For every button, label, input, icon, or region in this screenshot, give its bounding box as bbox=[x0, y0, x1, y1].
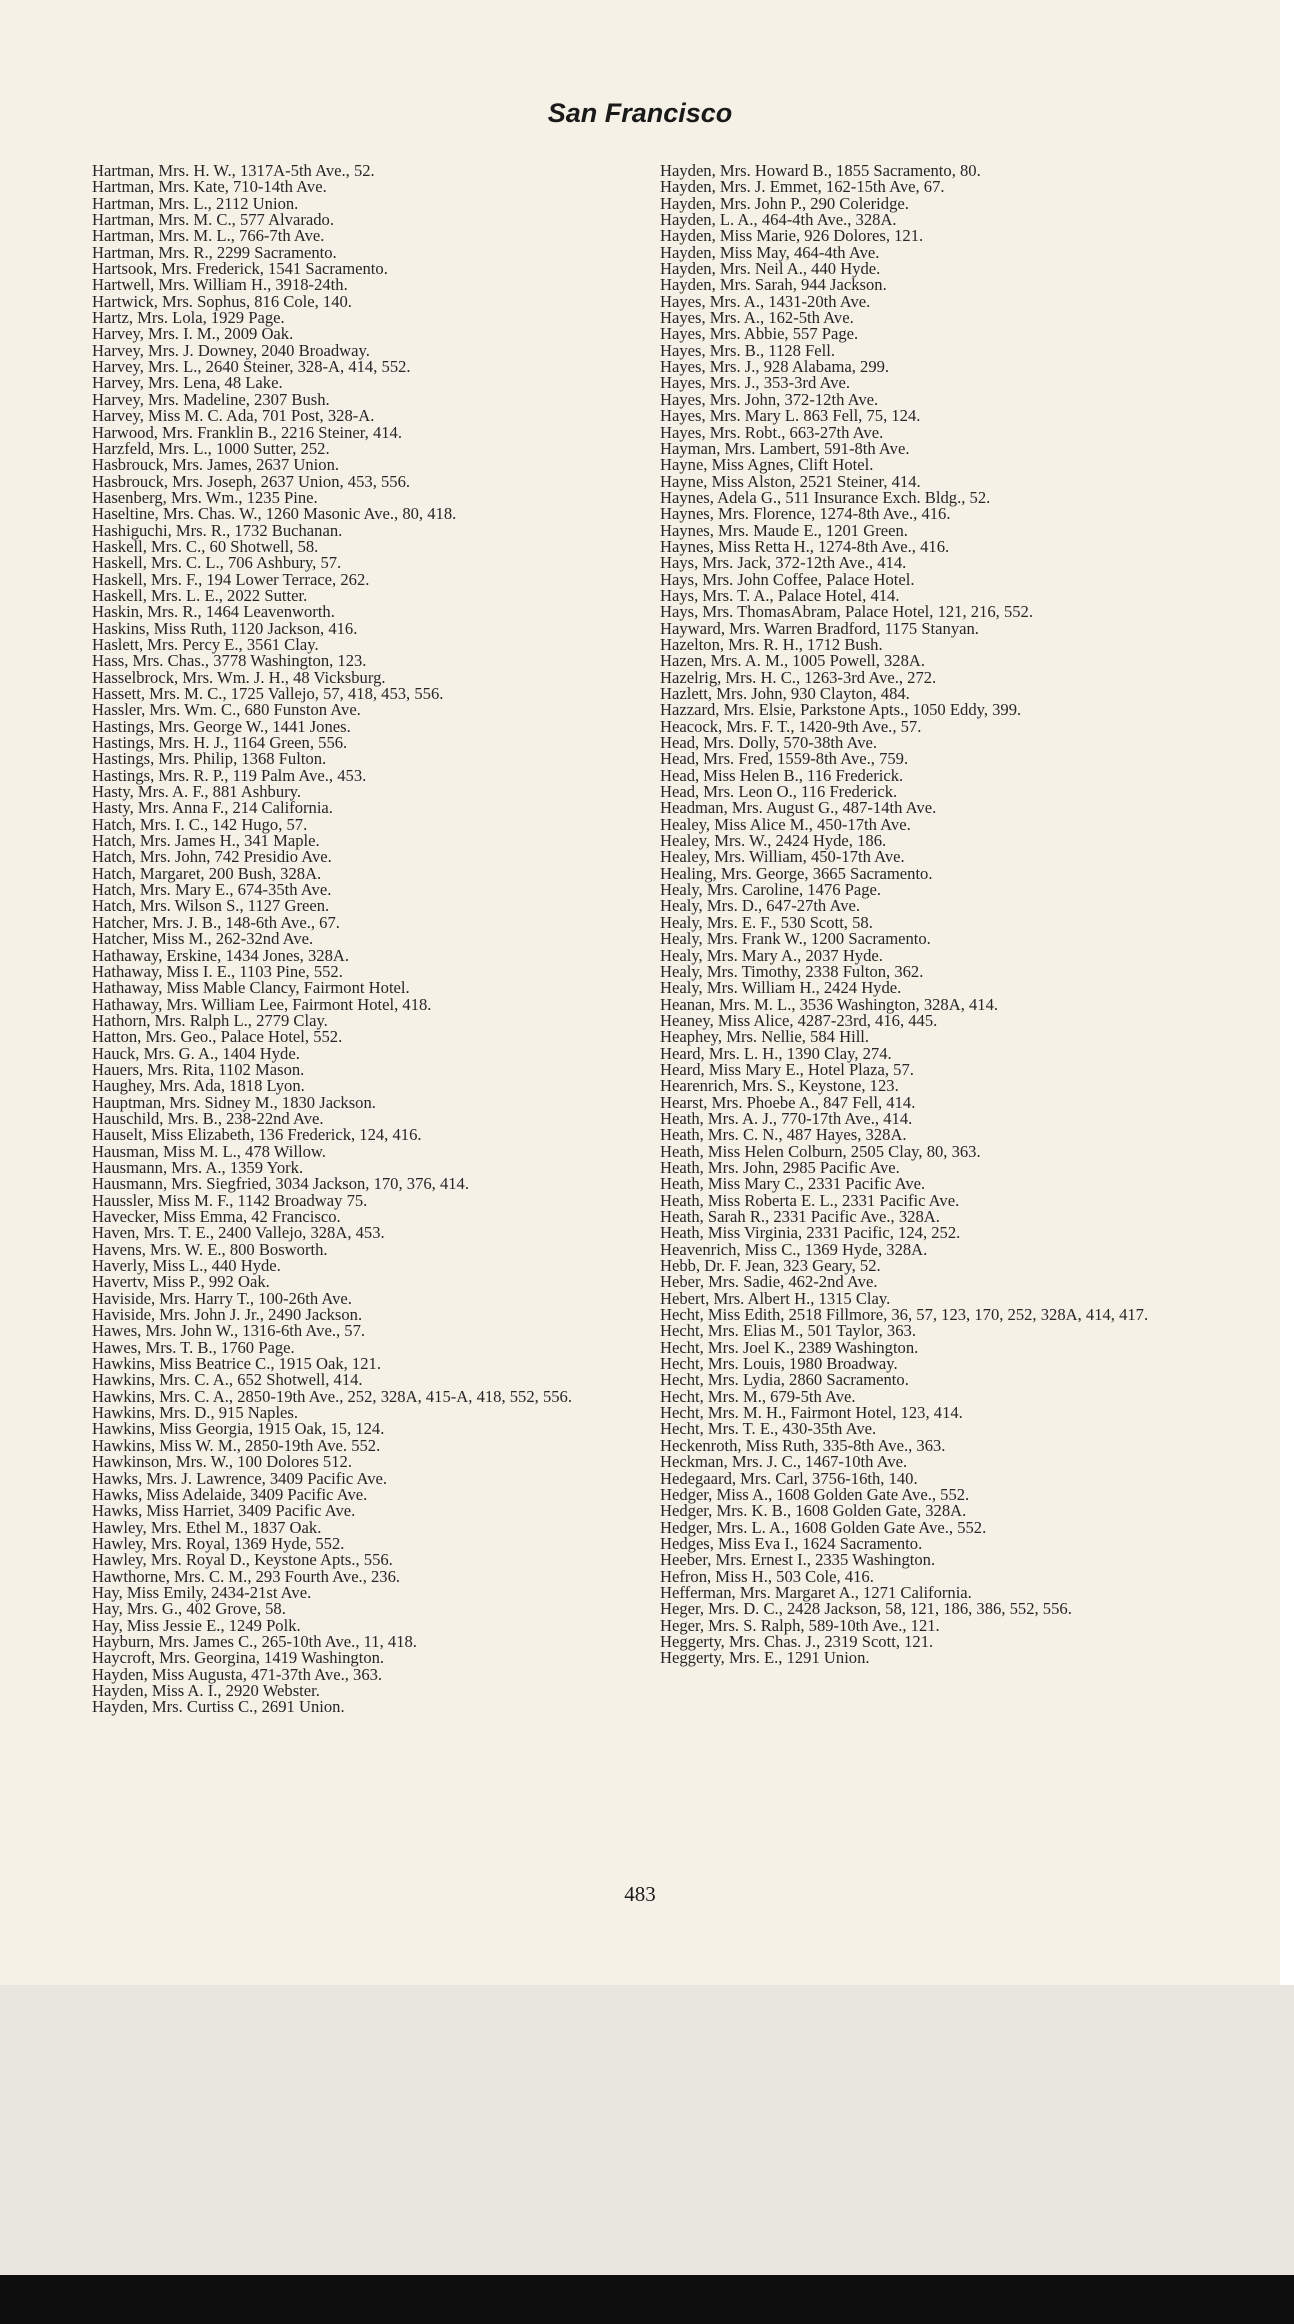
directory-entry: Haynes, Mrs. Florence, 1274-8th Ave., 416. bbox=[660, 504, 951, 524]
directory-entry: Heath, Mrs. A. J., 770-17th Ave., 414. bbox=[660, 1108, 913, 1128]
directory-entry: Healy, Mrs. Mary A., 2037 Hyde. bbox=[660, 945, 883, 965]
directory-entry: Harvey, Miss M. C. Ada, 701 Post, 328-A. bbox=[92, 406, 375, 426]
directory-entry: Hatcher, Mrs. J. B., 148-6th Ave., 67. bbox=[92, 912, 340, 932]
directory-entry: Hecht, Mrs. M., 679-5th Ave. bbox=[660, 1386, 856, 1406]
directory-entry: Hastings, Mrs. George W., 1441 Jones. bbox=[92, 716, 351, 736]
directory-entry: Hatch, Mrs. James H., 341 Maple. bbox=[92, 831, 320, 851]
directory-entry: Healey, Mrs. W., 2424 Hyde, 186. bbox=[660, 831, 887, 851]
directory-entry: Hays, Mrs. Jack, 372-12th Ave., 414. bbox=[660, 553, 907, 573]
directory-entry: Hawks, Mrs. J. Lawrence, 3409 Pacific Ave. bbox=[92, 1468, 388, 1488]
directory-entry: Healey, Miss Alice M., 450-17th Ave. bbox=[660, 814, 911, 834]
directory-entry: Heath, Miss Virginia, 2331 Pacific, 124, 252. bbox=[660, 1223, 961, 1243]
directory-entry: Heaney, Miss Alice, 4287-23rd, 416, 445. bbox=[660, 1010, 938, 1030]
directory-entry: Heard, Miss Mary E., Hotel Plaza, 57. bbox=[660, 1059, 914, 1079]
directory-entry: Hatch, Mrs. John, 742 Presidio Ave. bbox=[92, 847, 332, 867]
directory-entry: Haycroft, Mrs. Georgina, 1419 Washington. bbox=[92, 1648, 385, 1668]
directory-entry: Hayden, Mrs. Curtiss C., 2691 Union. bbox=[92, 1697, 345, 1717]
directory-entry: Hartwell, Mrs. William H., 3918-24th. bbox=[92, 275, 348, 295]
scan-edge bbox=[0, 2275, 1294, 2324]
directory-entry: Hayes, Mrs. John, 372-12th Ave. bbox=[660, 389, 879, 409]
right-column bbox=[660, 163, 1200, 1667]
directory-entry: Hedger, Mrs. L. A., 1608 Golden Gate Ave., 552. bbox=[660, 1517, 987, 1537]
directory-entry: Hazlett, Mrs. John, 930 Clayton, 484. bbox=[660, 684, 910, 703]
directory-entry: Hasbrouck, Mrs. Joseph, 2637 Union, 453, 556. bbox=[92, 471, 411, 491]
directory-entry: Hartman, Mrs. R., 2299 Sacramento. bbox=[92, 242, 337, 262]
directory-entry: Hauselt, Miss Elizabeth, 136 Frederick, 124, 416. bbox=[92, 1125, 422, 1145]
directory-entry: Harwood, Mrs. Franklin B., 2216 Steiner, 414. bbox=[92, 422, 402, 442]
directory-entry: Heanan, Mrs. M. L., 3536 Washington, 328A, 414. bbox=[660, 994, 999, 1014]
directory-entry: Healy, Mrs. D., 647-27th Ave. bbox=[660, 896, 861, 916]
directory-entry: Heger, Mrs. S. Ralph, 589-10th Ave., 121. bbox=[660, 1615, 940, 1635]
directory-entry: Heavenrich, Miss C., 1369 Hyde, 328A. bbox=[660, 1239, 928, 1259]
directory-entry: Heath, Mrs. C. N., 487 Hayes, 328A. bbox=[660, 1125, 907, 1145]
directory-entry: Hathaway, Miss Mable Clancy, Fairmont Hotel. bbox=[92, 978, 410, 998]
directory-entry: Hecht, Mrs. Elias M., 501 Taylor, 363. bbox=[660, 1321, 916, 1341]
directory-entry: Hazen, Mrs. A. M., 1005 Powell, 328A. bbox=[660, 651, 926, 671]
directory-entry: Hawkins, Miss Beatrice C., 1915 Oak, 121. bbox=[92, 1354, 381, 1374]
directory-entry: Hashiguchi, Mrs. R., 1732 Buchanan. bbox=[92, 520, 343, 540]
directory-entry: Hay, Miss Emily, 2434-21st Ave. bbox=[92, 1582, 312, 1602]
directory-entry: Hawkins, Mrs. C. A., 2850-19th Ave., 252, 328A, 415-A, 418, 552, 556. bbox=[92, 1386, 572, 1406]
directory-entry: Harvey, Mrs. L., 2640 Steiner, 328-A, 414, 552. bbox=[92, 357, 411, 377]
directory-entry: Hayes, Mrs. J., 928 Alabama, 299. bbox=[660, 357, 890, 377]
directory-entry: Heath, Mrs. John, 2985 Pacific Ave. bbox=[660, 1157, 900, 1177]
directory-entry: Haseltine, Mrs. Chas. W., 1260 Masonic Ave., 80, 418. bbox=[92, 504, 457, 524]
directory-entry: Heaphey, Mrs. Nellie, 584 Hill. bbox=[660, 1027, 870, 1047]
directory-entry: Hayne, Miss Agnes, Clift Hotel. bbox=[660, 455, 874, 475]
directory-entry: Hayes, Mrs. A., 1431-20th Ave. bbox=[660, 291, 871, 311]
directory-entry: Hedegaard, Mrs. Carl, 3756-16th, 140. bbox=[660, 1468, 918, 1488]
directory-entry: Hathaway, Miss I. E., 1103 Pine, 552. bbox=[92, 961, 343, 981]
directory-entry: Heggerty, Mrs. E., 1291 Union. bbox=[660, 1648, 870, 1668]
directory-entry: Haskell, Mrs. L. E., 2022 Sutter. bbox=[92, 585, 308, 605]
directory-entry: Haughey, Mrs. Ada, 1818 Lyon. bbox=[92, 1076, 305, 1096]
directory-entry: Hasselbrock, Mrs. Wm. J. H., 48 Vicksburg. bbox=[92, 667, 386, 687]
directory-entry: Hatcher, Miss M., 262-32nd Ave. bbox=[92, 929, 314, 949]
directory-entry: Harvey, Mrs. Madeline, 2307 Bush. bbox=[92, 389, 330, 409]
directory-entry: Hecht, Mrs. T. E., 430-35th Ave. bbox=[660, 1419, 877, 1439]
directory-entry: Hayden, Miss Augusta, 471-37th Ave., 363. bbox=[92, 1664, 383, 1684]
directory-entry: Heard, Mrs. L. H., 1390 Clay, 274. bbox=[660, 1043, 892, 1063]
directory-entry: Hawthorne, Mrs. C. M., 293 Fourth Ave., 236. bbox=[92, 1566, 401, 1586]
directory-entry: Haskins, Miss Ruth, 1120 Jackson, 416. bbox=[92, 618, 358, 638]
directory-entry: Haskell, Mrs. C., 60 Shotwell, 58. bbox=[92, 536, 319, 556]
directory-entry: Haskell, Mrs. F., 194 Lower Terrace, 262. bbox=[92, 569, 370, 589]
page-number: 483 bbox=[624, 1882, 656, 1906]
directory-entry: Hawkins, Miss W. M., 2850-19th Ave. 552. bbox=[92, 1435, 381, 1455]
directory-entry: Hartz, Mrs. Lola, 1929 Page. bbox=[92, 308, 285, 328]
directory-entry: Hecht, Mrs. Lydia, 2860 Sacramento. bbox=[660, 1370, 909, 1390]
directory-entry: Havens, Mrs. W. E., 800 Bosworth. bbox=[92, 1239, 328, 1259]
directory-entry: Hayden, Miss Marie, 926 Dolores, 121. bbox=[660, 226, 924, 246]
directory-entry: Haviside, Mrs. John J. Jr., 2490 Jackson. bbox=[92, 1305, 363, 1325]
directory-entry: Hatch, Mrs. Mary E., 674-35th Ave. bbox=[92, 880, 332, 900]
directory-entry: Hartman, Mrs. L., 2112 Union. bbox=[92, 193, 299, 213]
directory-entry: Hastings, Mrs. R. P., 119 Palm Ave., 453. bbox=[92, 765, 367, 785]
scan-margin bbox=[0, 1985, 1294, 2324]
directory-entry: Hays, Mrs. John Coffee, Palace Hotel. bbox=[660, 569, 915, 589]
directory-entry: Hay, Mrs. G., 402 Grove, 58. bbox=[92, 1599, 286, 1619]
directory-entry: Hawley, Mrs. Ethel M., 1837 Oak. bbox=[92, 1517, 322, 1537]
directory-entry: Healy, Mrs. William H., 2424 Hyde. bbox=[660, 978, 902, 998]
directory-entry: Hayward, Mrs. Warren Bradford, 1175 Stanyan. bbox=[660, 618, 979, 638]
directory-entry: Hasty, Mrs. A. F., 881 Ashbury. bbox=[92, 782, 302, 802]
directory-entry: Healy, Mrs. Frank W., 1200 Sacramento. bbox=[660, 929, 931, 949]
directory-entry: Head, Mrs. Leon O., 116 Frederick. bbox=[660, 782, 898, 802]
directory-entry: Hausman, Miss M. L., 478 Willow. bbox=[92, 1141, 326, 1161]
directory-entry: Hedges, Miss Eva I., 1624 Sacramento. bbox=[660, 1533, 923, 1553]
directory-entry: Heggerty, Mrs. Chas. J., 2319 Scott, 121. bbox=[660, 1631, 934, 1651]
directory-entry: Heber, Mrs. Sadie, 462-2nd Ave. bbox=[660, 1272, 878, 1292]
directory-entry: Hebb, Dr. F. Jean, 323 Geary, 52. bbox=[660, 1256, 881, 1276]
directory-entry: Hedger, Miss A., 1608 Golden Gate Ave., 552. bbox=[660, 1484, 970, 1504]
directory-entry: Hass, Mrs. Chas., 3778 Washington, 123. bbox=[92, 651, 367, 671]
directory-entry: Haslett, Mrs. Percy E., 3561 Clay. bbox=[92, 634, 319, 654]
directory-entry: Haynes, Adela G., 511 Insurance Exch. Bldg., 52. bbox=[660, 487, 991, 507]
directory-entry: Hauptman, Mrs. Sidney M., 1830 Jackson. bbox=[92, 1092, 376, 1112]
directory-entry: Healing, Mrs. George, 3665 Sacramento. bbox=[660, 863, 933, 883]
directory-entry: Hays, Mrs. ThomasAbram, Palace Hotel, 121, 216, 552. bbox=[660, 602, 1033, 622]
directory-entry: Haverly, Miss L., 440 Hyde. bbox=[92, 1256, 281, 1276]
directory-entry: Hathaway, Erskine, 1434 Jones, 328A. bbox=[92, 945, 350, 965]
directory-entry: Haven, Mrs. T. E., 2400 Vallejo, 328A, 453. bbox=[92, 1223, 385, 1243]
directory-entry: Haviside, Mrs. Harry T., 100-26th Ave. bbox=[92, 1288, 352, 1308]
directory-entry: Hawes, Mrs. T. B., 1760 Page. bbox=[92, 1337, 295, 1357]
directory-entry: Hawkins, Mrs. D., 915 Naples. bbox=[92, 1403, 299, 1423]
directory-entry: Healy, Mrs. E. F., 530 Scott, 58. bbox=[660, 912, 873, 932]
directory-entry: Hawks, Miss Harriet, 3409 Pacific Ave. bbox=[92, 1501, 356, 1521]
directory-entry: Hayne, Miss Alston, 2521 Steiner, 414. bbox=[660, 471, 921, 491]
directory-entry: Hatch, Mrs. Wilson S., 1127 Green. bbox=[92, 896, 330, 916]
directory-entry: Hecht, Mrs. Joel K., 2389 Washington. bbox=[660, 1337, 919, 1357]
directory-entry: Harvey, Mrs. I. M., 2009 Oak. bbox=[92, 324, 294, 344]
directory-entry: Hawkinson, Mrs. W., 100 Dolores 512. bbox=[92, 1452, 352, 1472]
directory-entry: Head, Mrs. Dolly, 570-38th Ave. bbox=[660, 733, 878, 753]
directory-entry: Hecht, Mrs. Louis, 1980 Broadway. bbox=[660, 1354, 898, 1374]
directory-entry: Hartman, Mrs. M. L., 766-7th Ave. bbox=[92, 226, 325, 246]
directory-entry: Harzfeld, Mrs. L., 1000 Sutter, 252. bbox=[92, 438, 330, 458]
directory-entry: Havecker, Miss Emma, 42 Francisco. bbox=[92, 1207, 341, 1226]
directory-entry: Healy, Mrs. Caroline, 1476 Page. bbox=[660, 880, 882, 900]
directory-entry: Hayburn, Mrs. James C., 265-10th Ave., 11, 418. bbox=[92, 1631, 417, 1651]
directory-entry: Hayes, Mrs. B., 1128 Fell. bbox=[660, 340, 835, 360]
directory-entry: Heger, Mrs. D. C., 2428 Jackson, 58, 121, 186, 386, 552, 556. bbox=[660, 1599, 1072, 1619]
directory-entry: Hayman, Mrs. Lambert, 591-8th Ave. bbox=[660, 438, 910, 458]
directory-entry: Heckman, Mrs. J. C., 1467-10th Ave. bbox=[660, 1452, 908, 1472]
directory-entry: Hawkins, Mrs. C. A., 652 Shotwell, 414. bbox=[92, 1370, 363, 1390]
directory-entry: Hayden, Mrs. John P., 290 Coleridge. bbox=[660, 193, 909, 213]
directory-entry: Hasty, Mrs. Anna F., 214 California. bbox=[92, 798, 333, 818]
directory-entry: Hayden, Miss May, 464-4th Ave. bbox=[660, 242, 880, 262]
directory-entry: Hathorn, Mrs. Ralph L., 2779 Clay. bbox=[92, 1010, 328, 1030]
directory-entry: Hauck, Mrs. G. A., 1404 Hyde. bbox=[92, 1043, 300, 1063]
directory-entry: Hassett, Mrs. M. C., 1725 Vallejo, 57, 418, 453, 556. bbox=[92, 684, 444, 703]
directory-entry: Hassler, Mrs. Wm. C., 680 Funston Ave. bbox=[92, 700, 361, 720]
directory-entry: Hecht, Mrs. M. H., Fairmont Hotel, 123, 414. bbox=[660, 1403, 963, 1423]
directory-entry: Heeber, Mrs. Ernest I., 2335 Washington. bbox=[660, 1550, 936, 1570]
directory-entry: Hayes, Mrs. Robt., 663-27th Ave. bbox=[660, 422, 884, 442]
directory-entry: Hawks, Miss Adelaide, 3409 Pacific Ave. bbox=[92, 1484, 368, 1504]
directory-entry: Hauers, Mrs. Rita, 1102 Mason. bbox=[92, 1059, 305, 1079]
directory-entry: Hazelrig, Mrs. H. C., 1263-3rd Ave., 272. bbox=[660, 667, 937, 687]
directory-entry: Hawley, Mrs. Royal, 1369 Hyde, 552. bbox=[92, 1533, 345, 1553]
directory-entry: Heath, Miss Helen Colburn, 2505 Clay, 80, 363. bbox=[660, 1141, 981, 1161]
directory-entry: Haskin, Mrs. R., 1464 Leavenworth. bbox=[92, 602, 335, 622]
directory-entry: Hayden, Miss A. I., 2920 Webster. bbox=[92, 1680, 320, 1700]
directory-entry: Harvey, Mrs. Lena, 48 Lake. bbox=[92, 373, 283, 393]
directory-entry: Hays, Mrs. T. A., Palace Hotel, 414. bbox=[660, 585, 900, 605]
directory-entry: Healy, Mrs. Timothy, 2338 Fulton, 362. bbox=[660, 961, 924, 981]
directory-entry: Heath, Miss Mary C., 2331 Pacific Ave. bbox=[660, 1174, 926, 1194]
directory-entry: Hawley, Mrs. Royal D., Keystone Apts., 556. bbox=[92, 1550, 393, 1570]
directory-entry: Hayden, L. A., 464-4th Ave., 328A. bbox=[660, 210, 897, 230]
page-heading: San Francisco bbox=[547, 98, 733, 128]
directory-entry: Hathaway, Mrs. William Lee, Fairmont Hotel, 418. bbox=[92, 994, 432, 1014]
directory-entry: Hay, Miss Jessie E., 1249 Polk. bbox=[92, 1615, 301, 1635]
directory-entry: Hartwick, Mrs. Sophus, 816 Cole, 140. bbox=[92, 291, 352, 311]
directory-entry: Hausmann, Mrs. A., 1359 York. bbox=[92, 1157, 304, 1177]
directory-entry: Headman, Mrs. August G., 487-14th Ave. bbox=[660, 798, 937, 818]
directory-entry: Hauschild, Mrs. B., 238-22nd Ave. bbox=[92, 1108, 324, 1128]
directory-entry: Heath, Sarah R., 2331 Pacific Ave., 328A. bbox=[660, 1207, 940, 1226]
directory-entry: Hastings, Mrs. H. J., 1164 Green, 556. bbox=[92, 733, 348, 753]
directory-entry: Hatch, Mrs. I. C., 142 Hugo, 57. bbox=[92, 814, 308, 834]
directory-entry: Hawes, Mrs. John W., 1316-6th Ave., 57. bbox=[92, 1321, 366, 1341]
directory-entry: Heath, Miss Roberta E. L., 2331 Pacific Ave. bbox=[660, 1190, 960, 1210]
directory-entry: Hartsook, Mrs. Frederick, 1541 Sacramento. bbox=[92, 259, 388, 279]
directory-entry: Hearst, Mrs. Phoebe A., 847 Fell, 414. bbox=[660, 1092, 916, 1112]
directory-entry: Hawkins, Miss Georgia, 1915 Oak, 15, 124. bbox=[92, 1419, 385, 1439]
directory-entry: Hefron, Miss H., 503 Cole, 416. bbox=[660, 1566, 874, 1586]
directory-entry: Hayes, Mrs. A., 162-5th Ave. bbox=[660, 308, 854, 328]
directory-entry: Havertv, Miss P., 992 Oak. bbox=[92, 1272, 270, 1292]
left-column bbox=[92, 163, 612, 1716]
directory-entry: Hastings, Mrs. Philip, 1368 Fulton. bbox=[92, 749, 327, 769]
directory-entry: Hearenrich, Mrs. S., Keystone, 123. bbox=[660, 1076, 899, 1096]
directory-entry: Harvey, Mrs. J. Downey, 2040 Broadway. bbox=[92, 340, 370, 360]
directory-entry: Hatch, Margaret, 200 Bush, 328A. bbox=[92, 863, 322, 883]
directory-entry: Hayden, Mrs. Howard B., 1855 Sacramento, 80. bbox=[660, 161, 981, 180]
directory-entry: Hebert, Mrs. Albert H., 1315 Clay. bbox=[660, 1288, 891, 1308]
directory-entry: Hausmann, Mrs. Siegfried, 3034 Jackson, 170, 376, 414. bbox=[92, 1174, 470, 1194]
directory-entry: Head, Miss Helen B., 116 Frederick. bbox=[660, 765, 904, 785]
directory-entry: Hartman, Mrs. M. C., 577 Alvarado. bbox=[92, 210, 334, 230]
directory-entry: Haskell, Mrs. C. L., 706 Ashbury, 57. bbox=[92, 553, 342, 573]
directory-entry: Haussler, Miss M. F., 1142 Broadway 75. bbox=[92, 1190, 368, 1210]
directory-entry: Hayes, Mrs. Mary L. 863 Fell, 75, 124. bbox=[660, 406, 921, 426]
directory-entry: Hedger, Mrs. K. B., 1608 Golden Gate, 328A. bbox=[660, 1501, 967, 1521]
directory-entry: Hasbrouck, Mrs. James, 2637 Union. bbox=[92, 455, 340, 475]
directory-entry: Hecht, Miss Edith, 2518 Fillmore, 36, 57, 123, 170, 252, 328A, 414, 417. bbox=[660, 1305, 1149, 1325]
directory-entry: Hasenberg, Mrs. Wm., 1235 Pine. bbox=[92, 487, 318, 507]
directory-entry: Healey, Mrs. William, 450-17th Ave. bbox=[660, 847, 905, 867]
directory-entry: Hayden, Mrs. Sarah, 944 Jackson. bbox=[660, 275, 887, 295]
directory-entry: Hefferman, Mrs. Margaret A., 1271 California. bbox=[660, 1582, 972, 1602]
directory-entry: Haynes, Mrs. Maude E., 1201 Green. bbox=[660, 520, 908, 540]
directory-entry: Hatton, Mrs. Geo., Palace Hotel, 552. bbox=[92, 1027, 343, 1047]
directory-entry: Hartman, Mrs. H. W., 1317A-5th Ave., 52. bbox=[92, 161, 375, 180]
directory-entry: Hayden, Mrs. Neil A., 440 Hyde. bbox=[660, 259, 881, 279]
directory-entry: Hayes, Mrs. J., 353-3rd Ave. bbox=[660, 373, 851, 393]
directory-entry: Hazelton, Mrs. R. H., 1712 Bush. bbox=[660, 634, 883, 654]
directory-entry: Hazzard, Mrs. Elsie, Parkstone Apts., 1050 Eddy, 399. bbox=[660, 700, 1022, 720]
directory-entry: Hartman, Mrs. Kate, 710-14th Ave. bbox=[92, 177, 327, 197]
directory-entry: Hayden, Mrs. J. Emmet, 162-15th Ave, 67. bbox=[660, 177, 945, 197]
directory-entry: Heckenroth, Miss Ruth, 335-8th Ave., 363. bbox=[660, 1435, 946, 1455]
directory-entry: Head, Mrs. Fred, 1559-8th Ave., 759. bbox=[660, 749, 909, 769]
directory-entry: Heacock, Mrs. F. T., 1420-9th Ave., 57. bbox=[660, 716, 922, 736]
directory-entry: Haynes, Miss Retta H., 1274-8th Ave., 416. bbox=[660, 536, 950, 556]
directory-entry: Hayes, Mrs. Abbie, 557 Page. bbox=[660, 324, 859, 344]
